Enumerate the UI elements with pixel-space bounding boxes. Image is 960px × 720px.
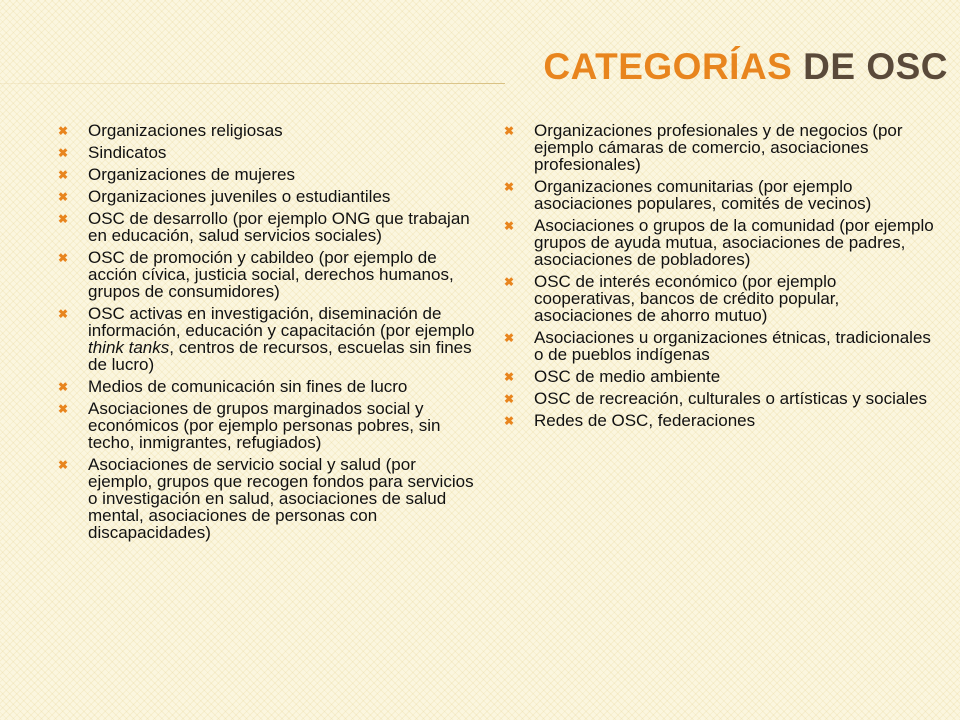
- list-item-text: Organizaciones religiosas: [88, 121, 283, 140]
- bullet-icon: ✖: [58, 251, 69, 265]
- list-item-medio-ambiente: [504, 368, 934, 385]
- list-item-text: Asociaciones u organizaciones étnicas, tradicionales o de pueblos indígenas: [534, 328, 931, 364]
- list-item-text-before: OSC activas en investigación, diseminación de información, educación y capacitación (por ejemplo: [88, 304, 475, 340]
- list-item-promocion: [58, 249, 476, 300]
- list-item-text: Sindicatos: [88, 143, 167, 162]
- bullet-icon: ✖: [58, 190, 69, 204]
- list-item-servicio-social: [58, 456, 476, 541]
- list-item-desarrollo: [58, 210, 476, 244]
- list-item-text: Organizaciones profesionales y de negocios (por ejemplo cámaras de comercio, asociaciones profesionales): [534, 121, 903, 174]
- bullet-icon: ✖: [58, 124, 69, 138]
- bullet-icon: ✖: [58, 146, 69, 160]
- bullet-icon: ✖: [58, 212, 69, 226]
- list-item-text-after: , centros de recursos, escuelas sin fines de lucro): [88, 338, 472, 374]
- bullet-icon: ✖: [58, 402, 69, 416]
- list-item-text: Organizaciones juveniles o estudiantiles: [88, 187, 391, 206]
- left-bullet-list: [58, 122, 476, 546]
- list-item-comunitarias: [504, 178, 934, 212]
- list-item-text: Organizaciones de mujeres: [88, 165, 295, 184]
- bullet-icon: ✖: [504, 275, 515, 289]
- bullet-icon: ✖: [58, 380, 69, 394]
- list-item-text: Asociaciones de servicio social y salud (por ejemplo, grupos que recogen fondos para servicios o investigación en salud, asociaciones de salud mental, asociaciones de personas con discapacidades): [88, 455, 474, 542]
- list-item-sindicatos: [58, 144, 476, 161]
- list-item-text: Medios de comunicación sin fines de lucro: [88, 377, 408, 396]
- list-item-text: Organizaciones comunitarias (por ejemplo asociaciones populares, comités de vecinos): [534, 177, 872, 213]
- bullet-icon: ✖: [504, 370, 515, 384]
- list-item-redes: [504, 412, 934, 429]
- list-item-recreacion: [504, 390, 934, 407]
- title-rest: DE OSC: [792, 46, 948, 87]
- bullet-icon: ✖: [504, 219, 515, 233]
- right-bullet-list: [504, 122, 934, 434]
- bullet-icon: ✖: [504, 180, 515, 194]
- list-item-text: [88, 305, 476, 373]
- list-item-medios: [58, 378, 476, 395]
- list-item-profesionales: [504, 122, 934, 173]
- list-item-text: OSC de recreación, culturales o artísticas y sociales: [534, 389, 928, 408]
- list-item-text: OSC de promoción y cabildeo (por ejemplo de acción cívica, justicia social, derechos humanos, grupos de consumidores): [88, 248, 454, 301]
- list-item-marginados: [58, 400, 476, 451]
- list-item-text: Redes de OSC, federaciones: [534, 411, 756, 430]
- bullet-icon: ✖: [504, 392, 515, 406]
- bullet-icon: ✖: [58, 168, 69, 182]
- list-item-religiosas: [58, 122, 476, 139]
- list-item-etnicas: [504, 329, 934, 363]
- bullet-icon: ✖: [58, 458, 69, 472]
- list-item-text: Asociaciones de grupos marginados social y económicos (por ejemplo personas pobres, sin techo, inmigrantes, refugiados): [88, 399, 441, 452]
- title-divider-line: [0, 83, 505, 84]
- list-item-text: OSC de desarrollo (por ejemplo ONG que trabajan en educación, salud servicios sociales): [88, 209, 470, 245]
- list-item-text: Asociaciones o grupos de la comunidad (por ejemplo grupos de ayuda mutua, asociaciones de padres, asociaciones de pobladores): [534, 216, 934, 269]
- list-item-comunidad: [504, 217, 934, 268]
- list-item-text: OSC de medio ambiente: [534, 367, 721, 386]
- slide-title: [543, 44, 948, 90]
- bullet-icon: ✖: [58, 307, 69, 321]
- list-item-text: OSC de interés económico (por ejemplo cooperativas, bancos de crédito popular, asociaciones de ahorro mutuo): [534, 272, 840, 325]
- list-item-interes-economico: [504, 273, 934, 324]
- title-accent-word: CATEGORÍAS: [543, 46, 793, 87]
- list-item-juveniles: [58, 188, 476, 205]
- bullet-icon: ✖: [504, 331, 515, 345]
- bullet-icon: ✖: [504, 124, 515, 138]
- list-item-mujeres: [58, 166, 476, 183]
- list-item-text-emphasis: think tanks: [88, 338, 170, 357]
- bullet-icon: ✖: [504, 414, 515, 428]
- list-item-investigacion: [58, 305, 476, 373]
